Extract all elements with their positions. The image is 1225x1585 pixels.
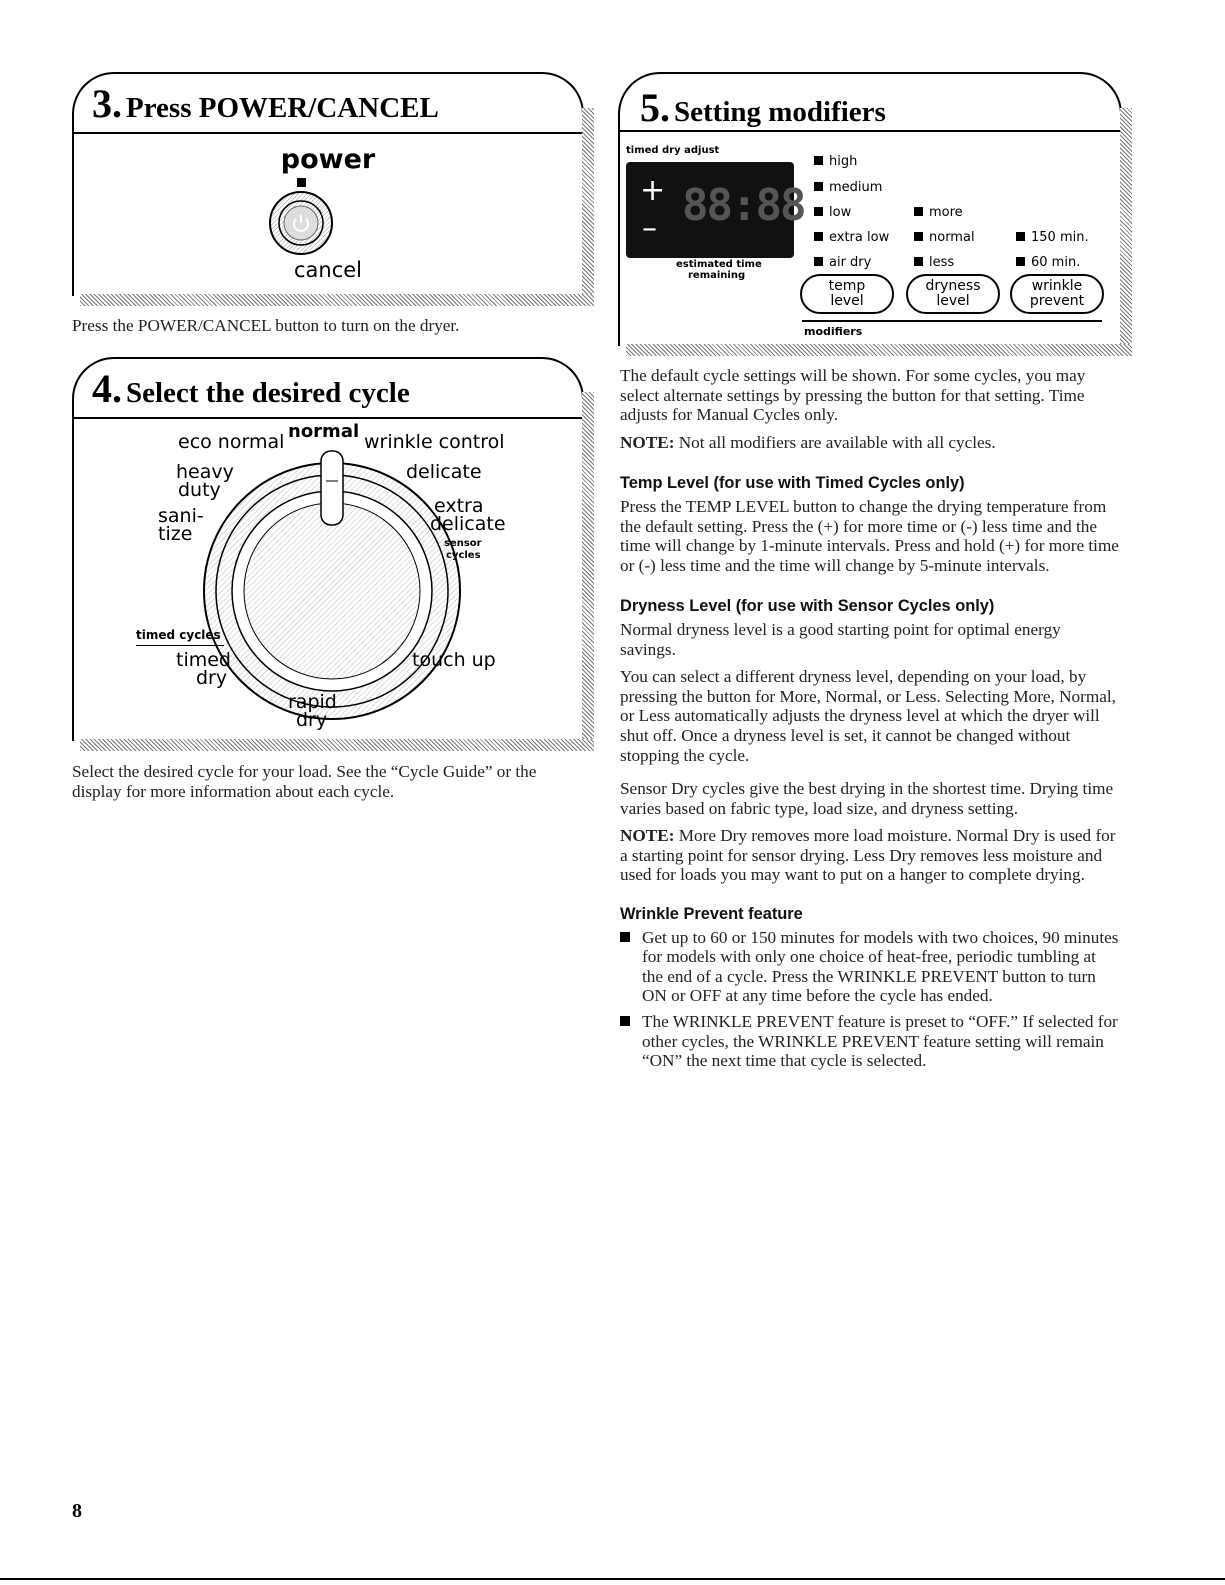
dryness-level-heading: Dryness Level (for use with Sensor Cycles only) (620, 597, 995, 616)
dial-label-cycles: cycles (446, 550, 481, 561)
temp-option-high (814, 154, 857, 169)
indicator-light (914, 232, 923, 241)
indicator-light (814, 207, 823, 216)
dial-label-rapid-dry: dry (296, 709, 328, 731)
option-text: 60 min. (1031, 255, 1081, 270)
button-line-2: level (830, 293, 864, 309)
dial-label-tize: tize (158, 523, 193, 545)
timed-dry-adjust-label: timed dry adjust (626, 145, 720, 156)
dryness-text-3: Sensor Dry cycles give the best drying in the shortest time. Drying time varies based on fabric type, load size, and dryness setting. (620, 779, 1114, 818)
dryness-option-less (914, 255, 954, 270)
note-2-label: NOTE: (620, 826, 675, 846)
wrinkle-prevent-list (620, 928, 1120, 1071)
list-item: Get up to 60 or 150 minutes for models with two choices, 90 minutes for models with only one choice of heat-free, periodic tumbling at the end of a cycle. Press the WRINKLE PREVENT button to turn ON or OFF at any time before the cycle has ended. (620, 928, 1120, 1006)
section-5-heading (640, 84, 886, 131)
indicator-light (814, 257, 823, 266)
dial-label-eco-normal: eco normal (178, 431, 285, 453)
temp-option-air-dry (814, 255, 871, 270)
section-4-heading (92, 365, 410, 412)
note-2 (620, 826, 1120, 885)
section-3-panel (72, 72, 584, 296)
dial-label-normal: normal (288, 421, 360, 442)
dryness-level-button[interactable] (906, 274, 1000, 314)
temp-level-heading: Temp Level (for use with Timed Cycles only) (620, 474, 965, 493)
option-text: more (929, 205, 963, 220)
modifiers-label: modifiers (804, 325, 863, 338)
temp-option-medium (814, 180, 882, 195)
page-bottom-rule (0, 1578, 1225, 1580)
dial-label-timed-cycles: timed cycles (136, 628, 221, 642)
section-3-heading (92, 80, 439, 127)
indicator-light (1016, 257, 1025, 266)
indicator-light (814, 156, 823, 165)
note-1-text: Not all modifiers are available with all cycles. (674, 432, 996, 452)
estimated-time-label: estimated time (676, 259, 762, 270)
time-display (626, 162, 805, 258)
wrinkle-prevent-button[interactable] (1010, 274, 1104, 314)
indicator-light (814, 232, 823, 241)
power-icon (268, 190, 334, 256)
option-text: low (829, 205, 852, 220)
option-text: high (829, 154, 858, 169)
section-4-title: Select the desired cycle (126, 377, 410, 409)
note-2-text: More Dry removes more load moisture. Normal Dry is used for a starting point for sensor drying. Less Dry removes less moisture and used for loads you may want to put on a hanger to complete drying. (620, 826, 1116, 885)
dial-label-extra: extra (434, 495, 484, 517)
button-line-2: prevent (1029, 293, 1085, 309)
section-3-caption: Press the POWER/CANCEL button to turn on the dryer. (72, 316, 460, 335)
note-1-label: NOTE: (620, 432, 675, 452)
option-text: less (929, 255, 955, 270)
dial-label-duty: duty (178, 479, 221, 501)
note-1 (620, 433, 1120, 453)
modifiers-underline (802, 320, 1102, 322)
temp-level-text: Press the TEMP LEVEL button to change the drying temperature from the default setting. Press the (+) for more time or (-) less time and the time will change by 1-minute intervals. Press and hold (+) for more time or (-) less time and the time will change by 5-minute intervals. (620, 496, 1119, 575)
dial-label-delicate: delicate (406, 461, 482, 483)
temp-option-extra-low (814, 230, 889, 245)
time-minus-button[interactable]: – (642, 211, 657, 246)
dial-label-timed-dry: dry (196, 667, 228, 689)
dial-label-touch-up: touch up (412, 649, 496, 671)
dial-label-sani: sani- (158, 505, 204, 527)
dial-label-heavy: heavy (176, 461, 234, 483)
dryness-option-more (914, 205, 963, 220)
time-plus-button[interactable]: + (640, 173, 666, 208)
list-item: The WRINKLE PREVENT feature is preset to “OFF.” If selected for other cycles, the WRINKLE PREVENT feature setting will remain “ON” the next time that cycle is selected. (620, 1012, 1120, 1071)
intro-paragraph: The default cycle settings will be shown. For some cycles, you may select alternate settings by pressing the button for that setting. Time adjusts for Manual Cycles only. (620, 366, 1086, 425)
section-3-divider (74, 132, 582, 134)
section-3-title: Press POWER/CANCEL (126, 92, 439, 124)
wrinkle-option-150 (1016, 230, 1089, 245)
wrinkle-prevent-heading: Wrinkle Prevent feature (620, 905, 803, 924)
button-line-1: dryness (925, 278, 981, 294)
section-5-divider (620, 130, 1120, 132)
section-5-number: 5. (640, 85, 670, 130)
button-line-2: level (936, 293, 970, 309)
dial-label-wrinkle-control: wrinkle control (364, 431, 505, 453)
power-label: power (280, 144, 376, 175)
dryness-text-1: Normal dryness level is a good starting point for optimal energy savings. (620, 619, 1061, 659)
section-4-number: 4. (92, 366, 122, 411)
button-line-1: wrinkle (1031, 278, 1083, 294)
option-text: air dry (829, 255, 872, 270)
section-4-shadow-bottom (80, 739, 594, 751)
section-4-divider (74, 417, 582, 419)
option-text: 150 min. (1031, 230, 1089, 245)
section-3-shadow-right (582, 108, 594, 298)
dial-label-rapid: rapid (288, 691, 337, 713)
time-digits: 88:88 (682, 180, 805, 231)
timed-cycles-underline (136, 645, 224, 646)
section-5-panel (618, 72, 1122, 346)
indicator-light (914, 257, 923, 266)
dial-label-extra-delicate: delicate (430, 513, 506, 535)
power-button[interactable] (268, 190, 334, 256)
section-3-shadow-bottom (80, 294, 594, 306)
section-5-shadow-right (1120, 108, 1132, 348)
dial-label-timed: timed (176, 649, 231, 671)
button-line-1: temp (828, 278, 866, 294)
cancel-label: cancel (293, 258, 363, 282)
temp-option-low (814, 205, 851, 220)
option-text: extra low (829, 230, 890, 245)
option-text: medium (829, 180, 883, 195)
indicator-light (814, 182, 823, 191)
right-column-text (620, 366, 1120, 1077)
section-4-caption: Select the desired cycle for your load. See the “Cycle Guide” or the display for more information about each cycle. (72, 762, 537, 801)
dryness-option-normal (914, 230, 975, 245)
dryness-text-2: You can select a different dryness level, depending on your load, by pressing the button for More, Normal, or Less. Selecting More, Normal, or Less automatically adjusts the dryness level at which the dryer will shut off. Once a dryness level is set, it cannot be changed without stopping the cycle. (620, 667, 1116, 765)
section-5-title: Setting modifiers (674, 96, 886, 128)
section-4-panel (72, 357, 584, 741)
section-3-number: 3. (92, 81, 122, 126)
temp-level-button[interactable] (800, 274, 894, 314)
indicator-light (914, 207, 923, 216)
wrinkle-option-60 (1016, 255, 1080, 270)
power-indicator-light (297, 178, 306, 187)
option-text: normal (929, 230, 975, 245)
dial-label-sensor: sensor (444, 538, 482, 549)
section-5-shadow-bottom (626, 344, 1132, 356)
page-number: 8 (72, 1500, 82, 1522)
indicator-light (1016, 232, 1025, 241)
remaining-label: remaining (688, 270, 746, 281)
section-4-shadow-right (582, 392, 594, 742)
